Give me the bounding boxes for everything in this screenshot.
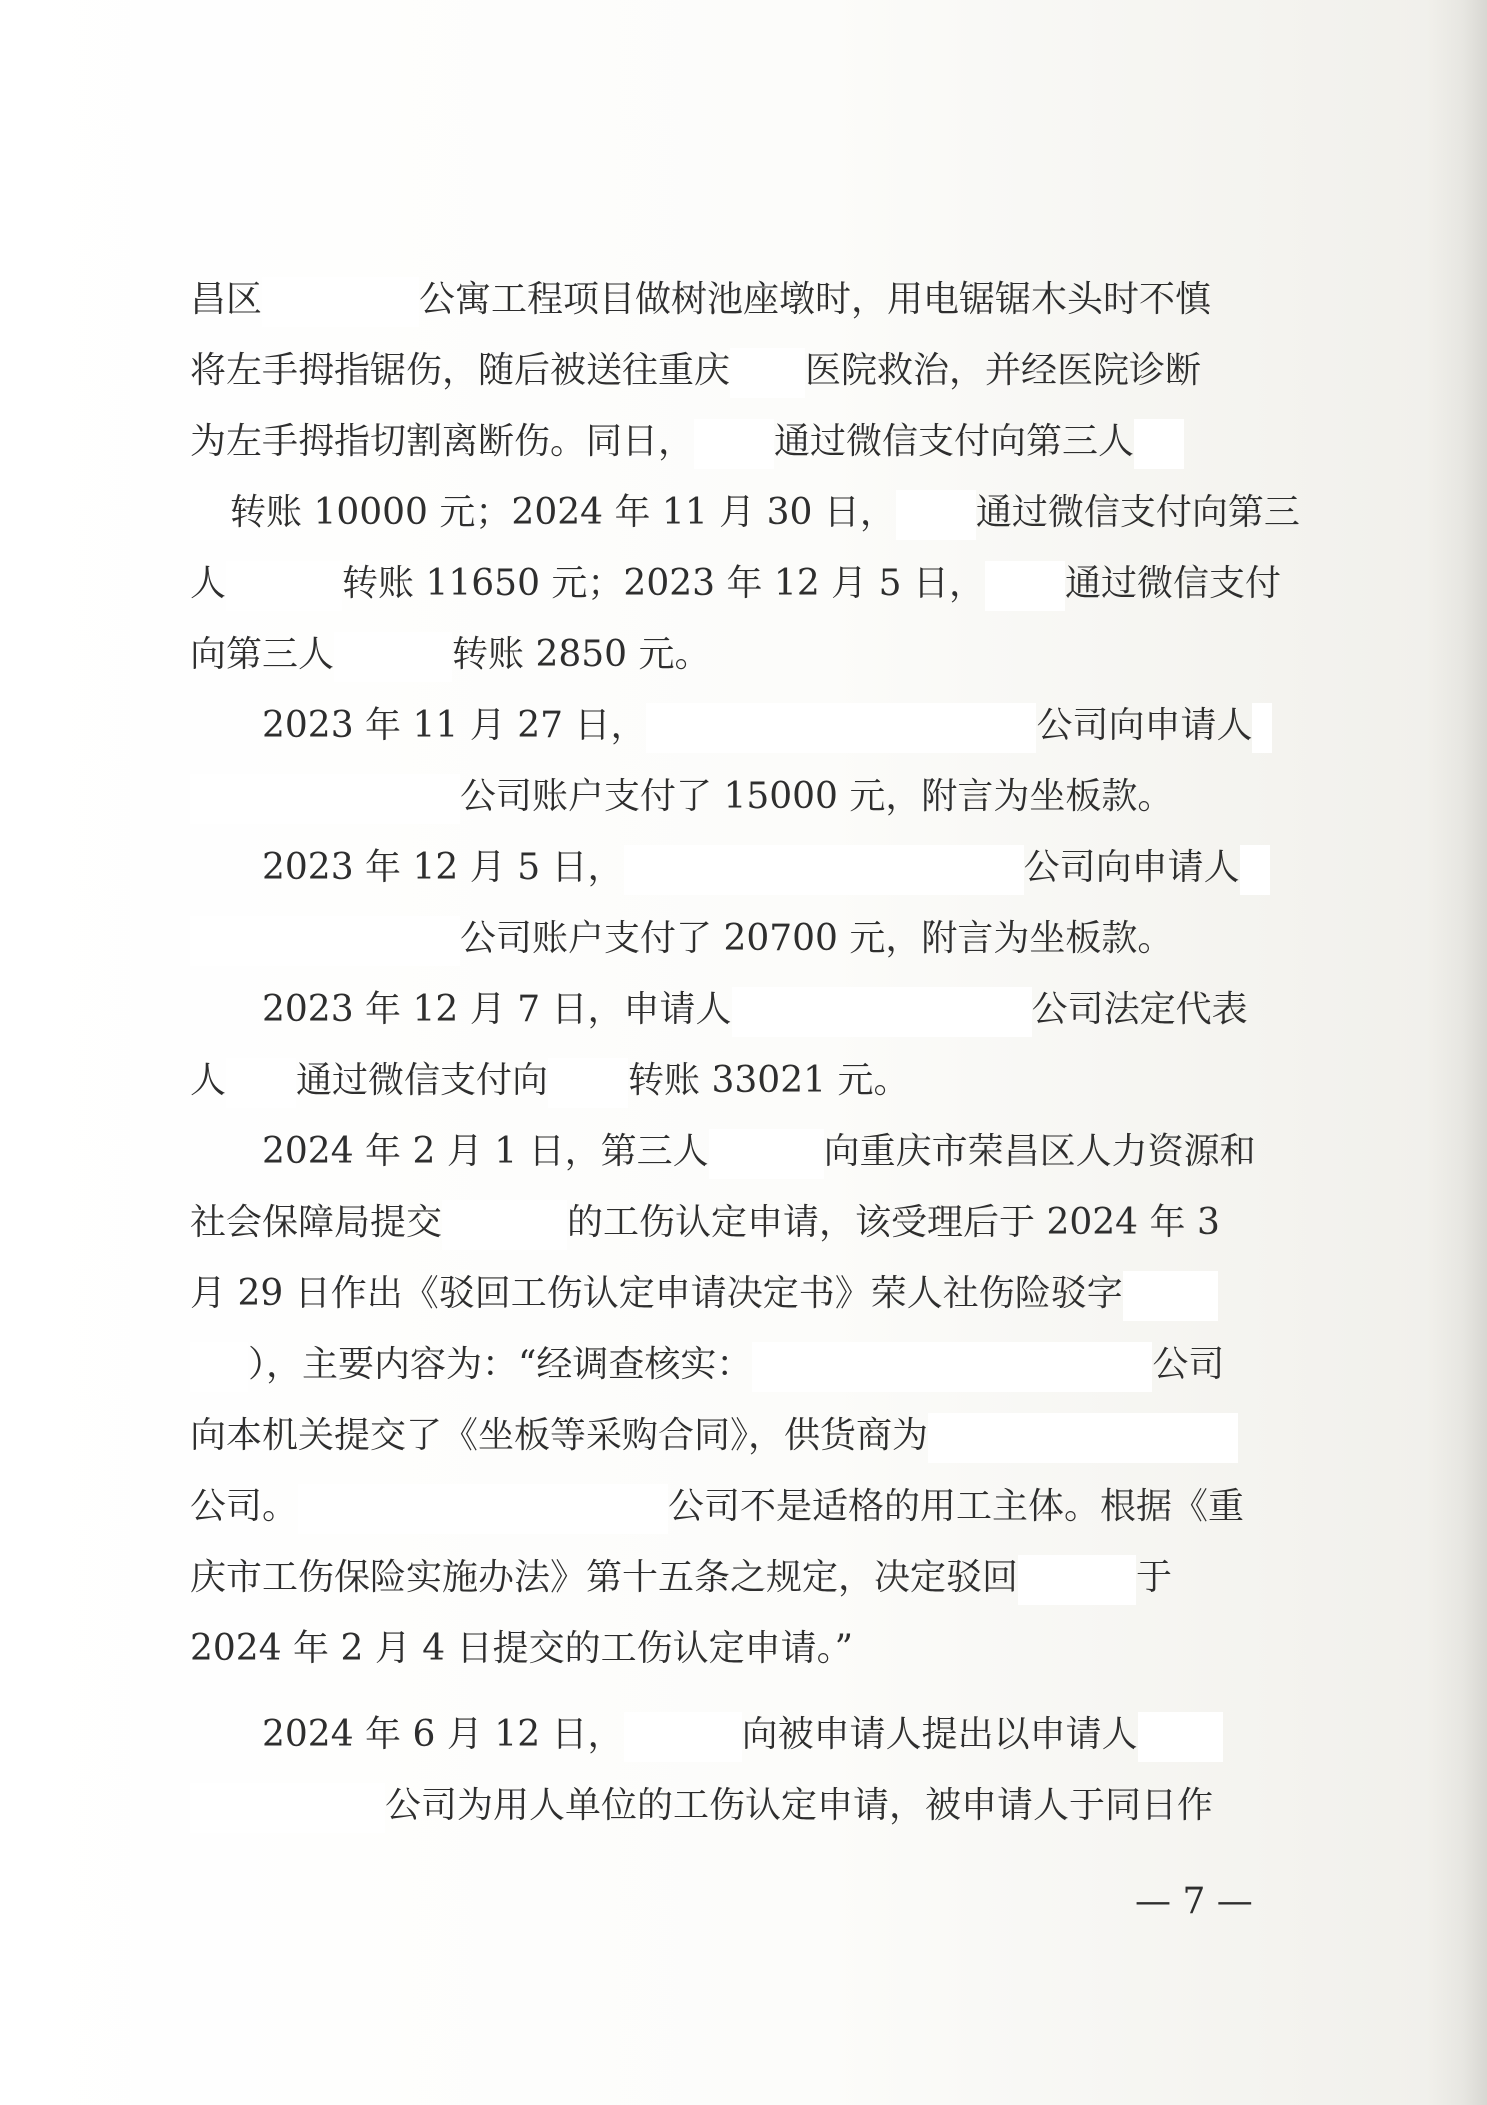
- redaction: [624, 845, 1024, 895]
- text-segment: 公司向申请人: [1036, 705, 1253, 746]
- text-segment: 将左手拇指锯伤，随后被送往重庆: [190, 350, 731, 391]
- text-line: [190, 407, 1184, 477]
- text-segment: 2024 年 2 月 1 日，第三人: [262, 1131, 709, 1172]
- redaction: [896, 490, 976, 540]
- text-line: [262, 1117, 1256, 1187]
- redaction: [1134, 419, 1184, 469]
- redaction: [190, 916, 460, 966]
- text-segment: 庆市工伤保险实施办法》第十五条之规定，决定驳回: [190, 1557, 1019, 1598]
- text-line: [190, 1401, 1238, 1471]
- text-line: [190, 1046, 909, 1116]
- text-segment: 转账 11650 元；2023 年 12 月 5 日，: [342, 563, 985, 604]
- text-line: [190, 478, 1300, 548]
- text-line: [190, 1771, 1213, 1841]
- text-segment: 公寓工程项目做树池座墩时，用电锯锯木头时不慎: [419, 279, 1212, 320]
- redaction: [298, 1484, 668, 1534]
- text-segment: 通过微信支付: [1064, 563, 1281, 604]
- text-segment: 向本机关提交了《坐板等采购合同》，供货商为: [190, 1415, 929, 1456]
- text-segment: 月 29 日作出《驳回工伤认定申请决定书》荣人社伤险驳字: [190, 1273, 1123, 1314]
- redaction: [985, 561, 1065, 611]
- text-line: [190, 1472, 1244, 1542]
- text-segment: 医院救治，并经医院诊断: [805, 350, 1202, 391]
- text-line: [190, 1188, 1220, 1258]
- text-segment: 转账 10000 元；2024 年 11 月 30 日，: [230, 492, 896, 533]
- text-segment: 通过微信支付向: [296, 1060, 549, 1101]
- redaction: [624, 1712, 742, 1762]
- text-line: [262, 975, 1248, 1045]
- redaction: [226, 561, 342, 611]
- text-segment: 公司向申请人: [1023, 847, 1240, 888]
- text-segment: 人: [190, 1060, 227, 1101]
- text-segment: 向被申请人提出以申请人: [741, 1714, 1138, 1755]
- text-line: [262, 833, 1270, 903]
- redaction: [548, 1058, 628, 1108]
- text-line: [190, 265, 1211, 335]
- text-line: [190, 336, 1201, 406]
- text-line: [190, 904, 1173, 974]
- redaction: [226, 1058, 296, 1108]
- redaction: [190, 1783, 385, 1833]
- redaction: [190, 490, 230, 540]
- redaction: [730, 348, 805, 398]
- text-segment: 转账 2850 元。: [452, 634, 711, 675]
- redaction: [646, 703, 1036, 753]
- redaction: [334, 632, 452, 682]
- text-segment: 向第三人: [190, 634, 335, 675]
- redaction: [1240, 845, 1270, 895]
- text-segment: 2024 年 6 月 12 日，: [262, 1714, 624, 1755]
- text-segment: 的工伤认定申请，该受理后于 2024 年 3: [567, 1202, 1220, 1243]
- text-segment: 2024 年 2 月 4 日提交的工伤认定申请。”: [190, 1628, 854, 1669]
- text-line: [190, 762, 1173, 832]
- text-segment: 公司不是适格的用工主体。根据《重: [668, 1486, 1245, 1527]
- text-line: [262, 691, 1272, 761]
- redaction: [1018, 1555, 1136, 1605]
- text-segment: 社会保障局提交: [190, 1202, 443, 1243]
- text-segment: 通过微信支付向第三: [975, 492, 1300, 533]
- redaction: [1123, 1271, 1218, 1321]
- text-segment: 昌区: [190, 279, 263, 320]
- text-segment: 公司为用人单位的工伤认定申请，被申请人于同日作: [385, 1785, 1214, 1826]
- text-segment: 2023 年 12 月 5 日，: [262, 847, 624, 888]
- page-edge-shadow: [1427, 0, 1487, 2105]
- text-segment: 通过微信支付向第三人: [774, 421, 1135, 462]
- text-segment: 公司账户支付了 15000 元，附言为坐板款。: [460, 776, 1174, 817]
- redaction: [262, 277, 419, 327]
- redaction: [1138, 1712, 1223, 1762]
- redaction: [709, 1129, 824, 1179]
- text-line: [262, 1700, 1223, 1770]
- redaction: [694, 419, 774, 469]
- redaction: [732, 987, 1032, 1037]
- text-segment: 公司法定代表: [1031, 989, 1248, 1030]
- text-segment: 为左手拇指切割离断伤。同日，: [190, 421, 695, 462]
- redaction: [190, 774, 460, 824]
- text-line: [190, 549, 1281, 619]
- redaction: [928, 1413, 1238, 1463]
- text-line: [190, 1330, 1224, 1400]
- text-segment: 公司: [1152, 1344, 1225, 1385]
- text-segment: 公司。: [190, 1486, 299, 1527]
- redaction: [752, 1342, 1152, 1392]
- page-number: — 7 —: [1135, 1881, 1253, 1922]
- text-line: [190, 1259, 1218, 1329]
- redaction: [1252, 703, 1272, 753]
- text-segment: 转账 33021 元。: [628, 1060, 910, 1101]
- redaction: [190, 1342, 248, 1392]
- text-line: [190, 1614, 853, 1684]
- text-segment: 2023 年 11 月 27 日，: [262, 705, 647, 746]
- text-segment: 人: [190, 563, 227, 604]
- text-segment: 于: [1136, 1557, 1173, 1598]
- text-line: [190, 620, 711, 690]
- text-segment: 向重庆市荣昌区人力资源和: [823, 1131, 1256, 1172]
- redaction: [442, 1200, 567, 1250]
- text-segment: 2023 年 12 月 7 日，申请人: [262, 989, 732, 1030]
- text-segment: 公司账户支付了 20700 元，附言为坐板款。: [460, 918, 1174, 959]
- text-line: [190, 1543, 1172, 1613]
- text-segment: ），主要内容为：“经调查核实：: [248, 1344, 753, 1385]
